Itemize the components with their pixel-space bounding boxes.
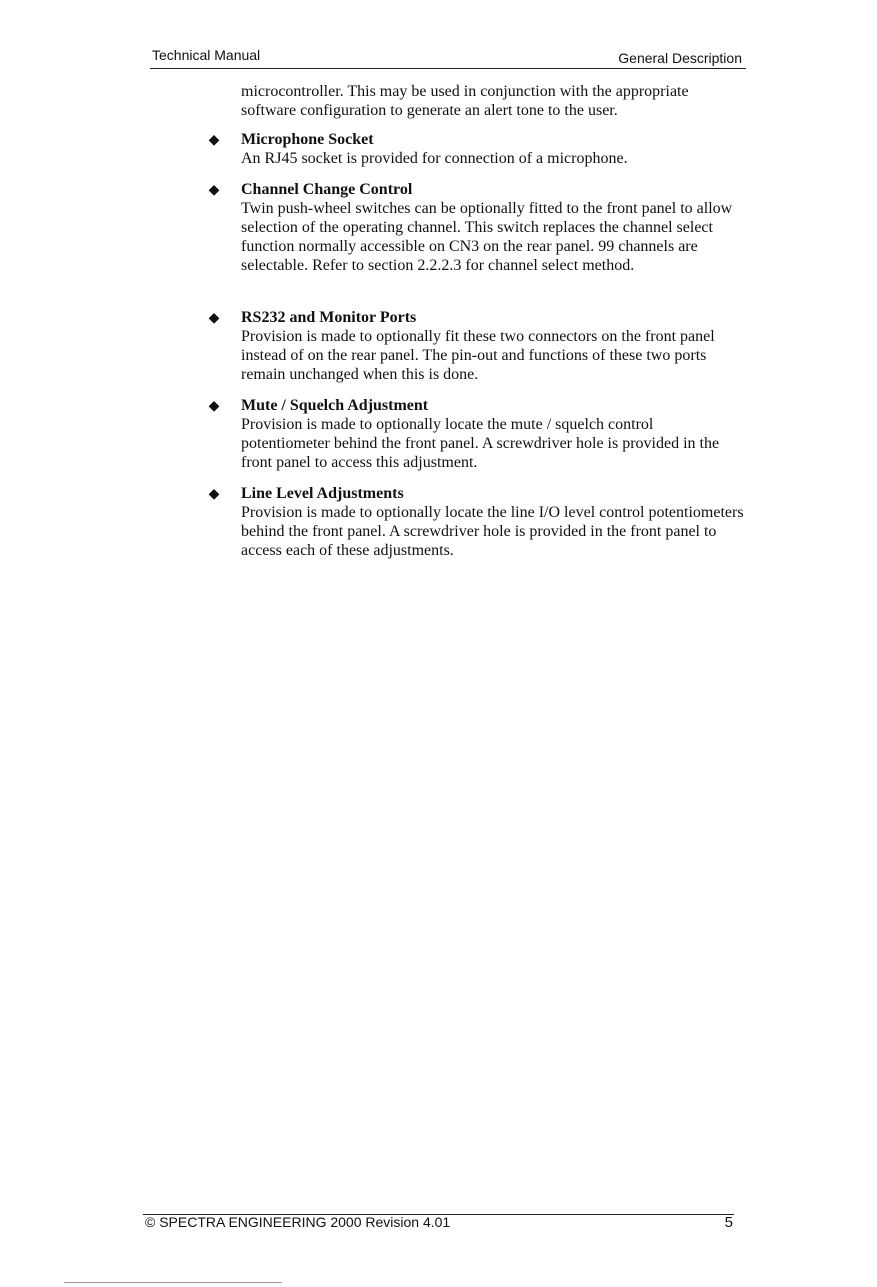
page-number: 5 [724, 1214, 733, 1231]
diamond-bullet-icon: ◆ [208, 487, 220, 502]
diamond-bullet-icon: ◆ [208, 133, 220, 148]
diamond-bullet-icon: ◆ [208, 399, 220, 414]
page-header [150, 46, 746, 69]
section-body: Provision is made to optionally locate the line I/O level control potentiometers behind the front panel. A screwdriver hole is provided in the front panel to access each of these adjustments. [241, 504, 744, 559]
header-right-title: General Description [618, 50, 742, 66]
section-heading: RS232 and Monitor Ports [241, 309, 417, 326]
section-heading: Line Level Adjustments [241, 485, 404, 502]
intro-paragraph: microcontroller. This may be used in conjunction with the appropriate software configuration to generate an alert tone to the user. [241, 83, 689, 119]
scan-edge-line [64, 1282, 282, 1283]
section-body: An RJ45 socket is provided for connection of a microphone. [241, 150, 628, 167]
diamond-bullet-icon: ◆ [208, 311, 220, 326]
section-body: Provision is made to optionally fit these two connectors on the front panel instead of on the rear panel. The pin-out and functions of these two ports remain unchanged when this is done. [241, 328, 715, 383]
footer-copyright: © SPECTRA ENGINEERING 2000 Revision 4.01 [145, 1214, 451, 1230]
section-body: Twin push-wheel switches can be optionally fitted to the front panel to allow selection of the operating channel. This switch replaces the channel select function normally accessible on CN3 on the rear panel. 99 channels are selectable. Refer to section 2.2.2.3 for channel select method. [241, 200, 733, 274]
section-heading: Channel Change Control [241, 181, 413, 198]
section-heading: Microphone Socket [241, 131, 374, 148]
header-left-title: Technical Manual [152, 47, 261, 63]
section-body: Provision is made to optionally locate the mute / squelch control potentiometer behind the front panel. A screwdriver hole is provided in the front panel to access this adjustment. [241, 416, 720, 471]
diamond-bullet-icon: ◆ [208, 183, 220, 198]
section-heading: Mute / Squelch Adjustment [241, 397, 429, 414]
